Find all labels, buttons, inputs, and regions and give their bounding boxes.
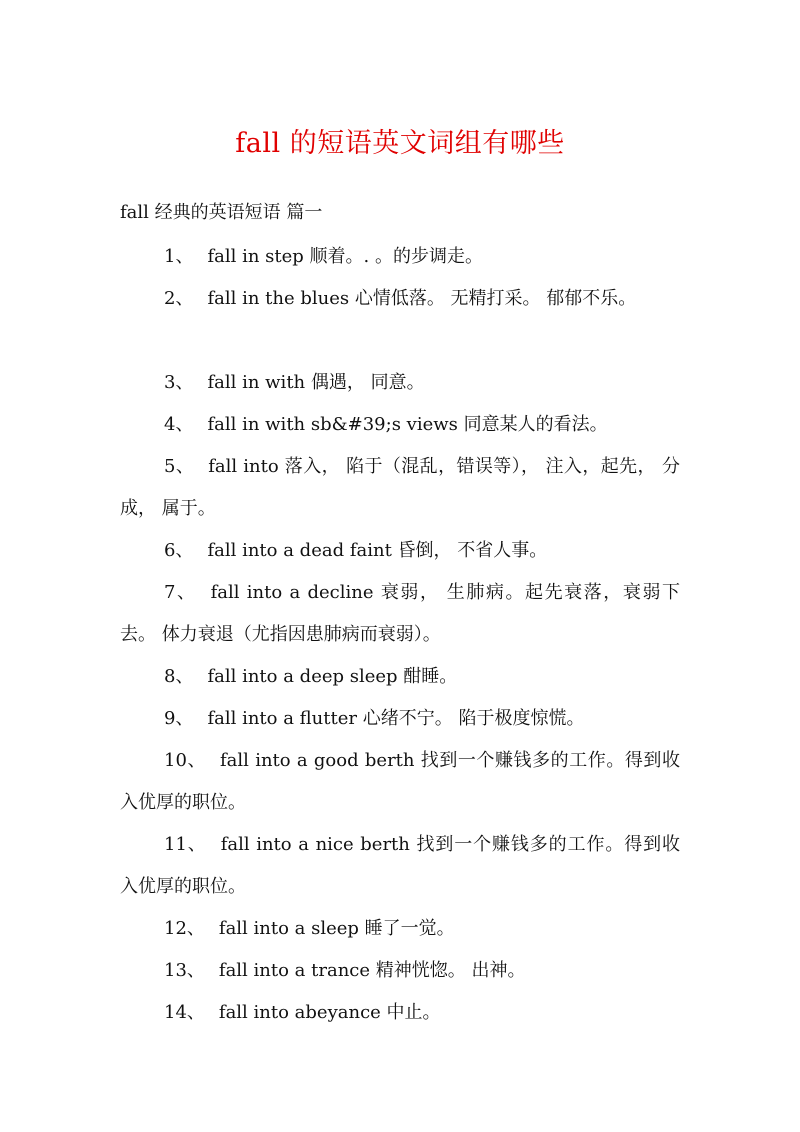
item-number: 7、: [164, 582, 197, 603]
item-text: fall into a nice berth 找到一个赚钱多的工作。得到收入优厚的职位。: [120, 834, 681, 897]
item-text: fall into a dead faint 昏倒， 不省人事。: [207, 540, 548, 561]
item-text: fall into a flutter 心绪不宁。 陷于极度惊慌。: [207, 708, 585, 729]
list-item: [120, 908, 680, 950]
list-item: [120, 572, 680, 656]
item-text: fall in with sb&#39;s views 同意某人的看法。: [207, 414, 608, 435]
item-text: fall into a deep sleep 酣睡。: [207, 666, 458, 687]
item-number: 6、: [164, 540, 194, 561]
section-heading: fall 经典的英语短语 篇一: [120, 202, 323, 223]
item-number: 8、: [164, 666, 194, 687]
item-text: fall into a good berth 找到一个赚钱多的工作。得到收入优厚的职位。: [120, 750, 680, 813]
list-item: [120, 950, 680, 992]
list-item: [120, 362, 680, 404]
list-item: [120, 656, 680, 698]
item-text: fall into a decline 衰弱， 生肺病。起先衰落，衰弱下去。 体力衰退（尤指因患肺病而衰弱）。: [120, 582, 681, 645]
item-text: fall into abeyance 中止。: [218, 1002, 441, 1023]
item-number: 2、: [164, 288, 194, 309]
document-title: fall 的短语英文词组有哪些: [235, 128, 565, 159]
item-text: fall in the blues 心情低落。 无精打采。 郁郁不乐。: [207, 288, 637, 309]
item-number: 4、: [164, 414, 194, 435]
item-number: 3、: [164, 372, 194, 393]
item-number: 11、: [164, 834, 207, 855]
list-item: [120, 236, 680, 278]
list-item: [120, 404, 680, 446]
item-number: 10、: [164, 750, 207, 771]
item-number: 9、: [164, 708, 194, 729]
list-item: [120, 698, 680, 740]
list-item: [120, 530, 680, 572]
list-item: [120, 740, 680, 824]
item-number: 5、: [164, 456, 195, 477]
list-item: [120, 446, 680, 530]
item-number: 12、: [164, 918, 205, 939]
list-item: [120, 824, 680, 908]
list-item: [120, 278, 680, 320]
list-item: [120, 992, 680, 1034]
item-number: 14、: [164, 1002, 205, 1023]
item-number: 13、: [164, 960, 205, 981]
item-text: fall in with 偶遇， 同意。: [207, 372, 425, 393]
item-number: 1、: [164, 246, 194, 267]
item-text: fall in step 顺着。. 。的步调走。: [207, 246, 483, 267]
item-text: fall into a trance 精神恍惚。 出神。: [218, 960, 526, 981]
item-text: fall into 落入， 陷于（混乱，错误等）， 注入，起先， 分成， 属于。: [120, 456, 681, 519]
item-text: fall into a sleep 睡了一觉。: [218, 918, 455, 939]
